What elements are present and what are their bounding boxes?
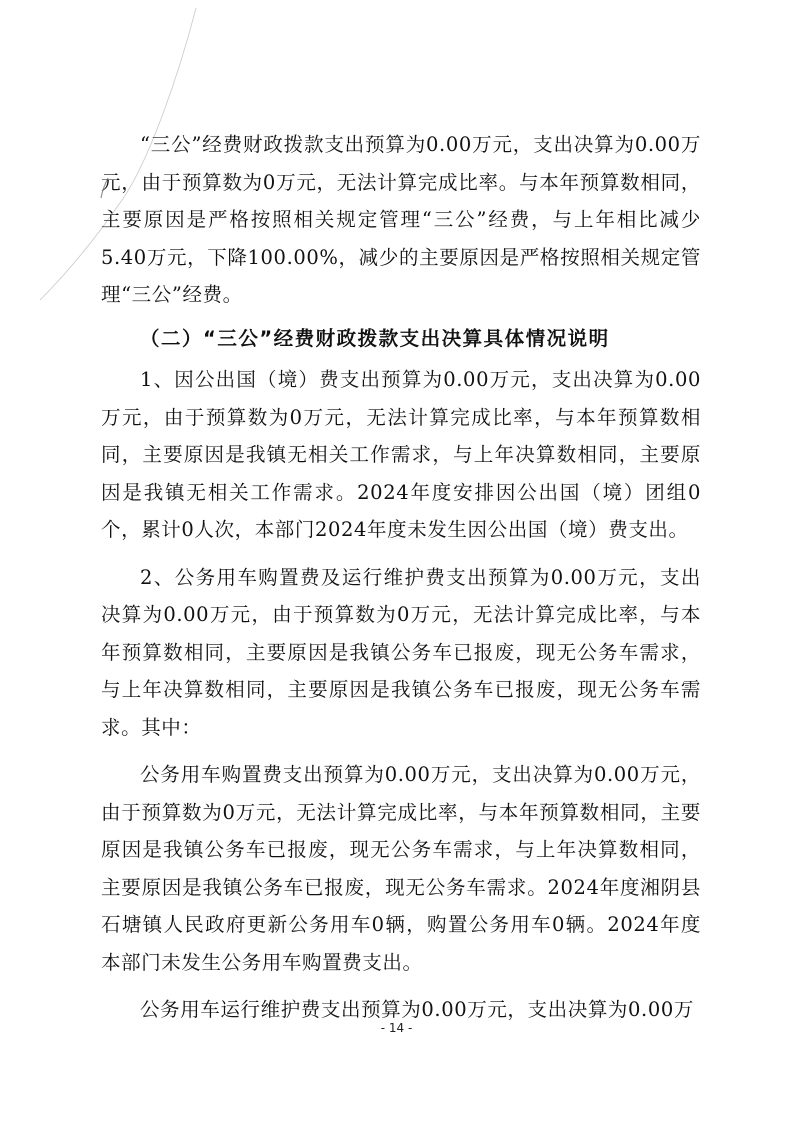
paragraph-vehicle-purchase: 公务用车购置费支出预算为0.00万元，支出决算为0.00万元，由于预算数为0万元，无法计算完成比率，与本年预算数相同，主要原因是我镇公务车已报废，现无公务车需求，与上年决算数相同，主要原因是我镇公务车已报废，现无公务车需求。2024年度湘阴县石塘镇人民政府更新公务用车0辆，购置公务用车0辆。2024年度本部门未发生公务用车购置费支出。 — [101, 763, 701, 974]
paragraph-vehicle-maintenance: 公务用车运行维护费支出预算为0.00万元，支出决算为0.00万 — [140, 998, 694, 1021]
body-text — [101, 126, 701, 1029]
section-heading: （二）“三公”经费财政拨款支出决算具体情况说明 — [140, 326, 610, 350]
page-number: - 14 - — [380, 1021, 413, 1035]
paragraph-vehicle-overview: 2、公务用车购置费及运行维护费支出预算为0.00万元，支出决算为0.00万元，由于预算数为0万元，无法计算完成比率，与本年预算数相同，主要原因是我镇公务车已报废，现无公务车需求，与上年决算数相同，主要原因是我镇公务车已报废，现无公务车需求。其中： — [101, 565, 701, 739]
paragraph-three-public-summary: “三公”经费财政拨款支出预算为0.00万元，支出决算为0.00万元，由于预算数为0万元，无法计算完成比率。与本年预算数相同，主要原因是严格按照相关规定管理“三公”经费，与上年相比减少5.40万元，下降100.00%，减少的主要原因是严格按照相关规定管理“三公”经费。 — [101, 133, 701, 306]
paragraph-overseas-travel: 1、因公出国（境）费支出预算为0.00万元，支出决算为0.00万元，由于预算数为0万元，无法计算完成比率，与本年预算数相同，主要原因是我镇无相关工作需求，与上年决算数相同，主要原因是我镇无相关工作需求。2024年度安排因公出国（境）团组0个，累计0人次，本部门2024年度未发生因公出国（境）费支出。 — [101, 368, 701, 541]
